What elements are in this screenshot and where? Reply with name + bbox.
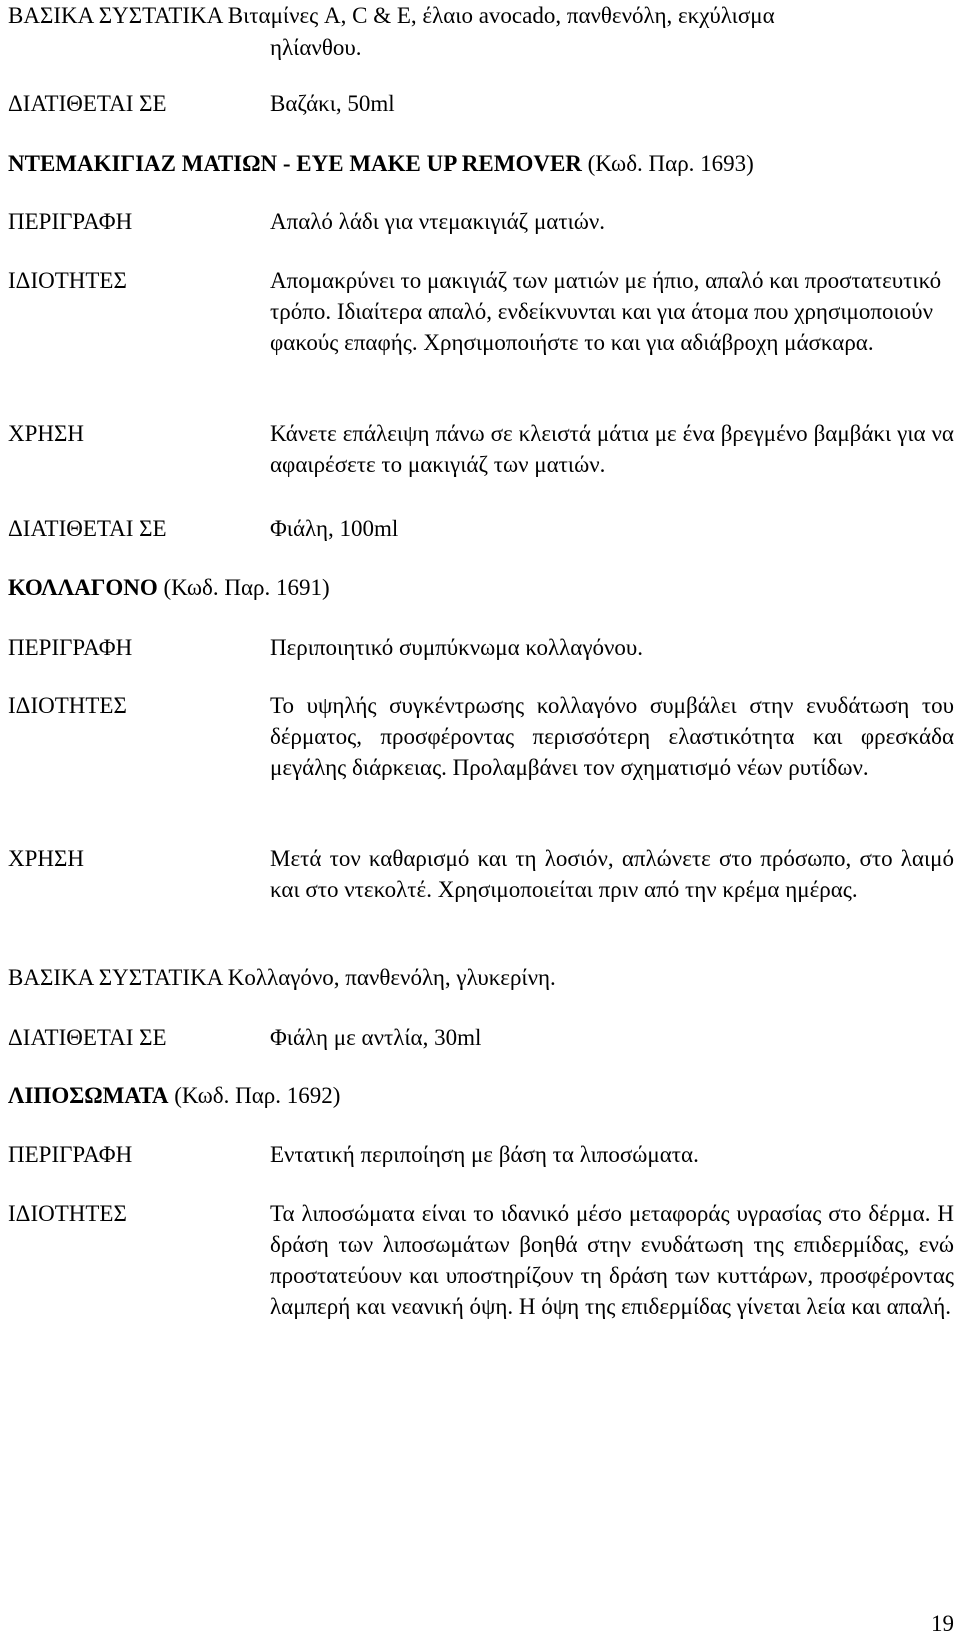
product-title: ΝΤΕΜΑΚΙΓΙΑΖ ΜΑΤΙΩΝ - EYE MAKE UP REMOVER: [8, 151, 582, 176]
usage-text: Μετά τον καθαρισμό και τη λοσιόν, απλώνετε στο πρόσωπο, στο λαιμό και στο ντεκολτέ. Χρησιμοποιείται πριν από την κρέμα ημέρας.: [270, 846, 954, 902]
product-code: (Κωδ. Παρ. 1692): [174, 1083, 341, 1108]
properties-label: ΙΔΙΟΤΗΤΕΣ: [8, 268, 127, 293]
properties-text: Το υψηλής συγκέντρωσης κολλαγόνο συμβάλει στην ενυδάτωση του δέρματος, προσφέροντας περισσότερη ελαστικότητα και φρεσκάδα μεγάλης διάρκειας. Προλαμβάνει τον σχηματισμό νέων ρυτίδων.: [270, 693, 954, 780]
usage-text: Κάνετε επάλειψη πάνω σε κλειστά μάτια με ένα βρεγμένο βαμβάκι για να αφαιρέσετε το μακιγιάζ των ματιών.: [270, 421, 954, 477]
properties-label: ΙΔΙΟΤΗΤΕΣ: [8, 693, 127, 718]
page-number: 19: [931, 1611, 954, 1636]
product2-ingredients-row: [8, 962, 556, 993]
properties-text: Απομακρύνει το μακιγιάζ των ματιών με ήπιο, απαλό και προστατευτικό τρόπο. Ιδιαίτερα απαλό, ενδείκνυνται και για άτομα που χρησιμοποιούν φακούς επαφής. Χρησιμοποιήστε το και για αδιάβροχη μάσκαρα.: [270, 268, 942, 355]
product-title-liposomes: [8, 1080, 340, 1111]
ingredients-text: Κολλαγόνο, πανθενόλη, γλυκερίνη.: [227, 965, 556, 990]
ingredients-label: ΒΑΣΙΚΑ ΣΥΣΤΑΤΙΚΑ: [8, 965, 223, 990]
top-available-row: [8, 88, 395, 119]
description-label: ΠΕΡΙΓΡΑΦΗ: [8, 635, 133, 660]
usage-label: ΧΡΗΣΗ: [8, 421, 85, 446]
product-code: (Κωδ. Παρ. 1691): [163, 575, 330, 600]
product-title-eye-makeup-remover: [8, 148, 754, 179]
top-ingredients-text-line2: ηλίανθου.: [270, 35, 362, 60]
top-ingredients-text-line1: Βιταμίνες A, C & E, έλαιο avocado, πανθενόλη, εκχύλισμα: [227, 3, 775, 28]
description-label: ΠΕΡΙΓΡΑΦΗ: [8, 209, 133, 234]
product2-available-row: [8, 1022, 481, 1053]
top-ingredients-line: [8, 0, 775, 31]
properties-text: Τα λιποσώματα είναι το ιδανικό μέσο μεταφοράς υγρασίας στο δέρμα. Η δράση των λιποσωμάτων βοηθά στην ενυδάτωση της επιδερμίδας, ενώ προστατεύουν και υποστηρίζουν τη δράση των κυττάρων, προσφέροντας λαμπερή και νεανική όψη. Η όψη της επιδερμίδας γίνεται λεία και απαλή.: [270, 1201, 954, 1319]
available-label: ΔΙΑΤΙΘΕΤΑΙ ΣΕ: [8, 1025, 167, 1050]
top-available-label: ΔΙΑΤΙΘΕΤΑΙ ΣΕ: [8, 91, 167, 116]
description-text: Απαλό λάδι για ντεμακιγιάζ ματιών.: [270, 209, 606, 234]
available-text: Φιάλη με αντλία, 30ml: [270, 1025, 482, 1050]
product-title: ΚΟΛΛΑΓΟΝΟ: [8, 575, 158, 600]
product-title: ΛΙΠΟΣΩΜΑΤΑ: [8, 1083, 169, 1108]
product-title-collagen: [8, 572, 330, 603]
product-code: (Κωδ. Παρ. 1693): [587, 151, 754, 176]
available-label: ΔΙΑΤΙΘΕΤΑΙ ΣΕ: [8, 516, 167, 541]
top-ingredients-label: ΒΑΣΙΚΑ ΣΥΣΤΑΤΙΚΑ: [8, 3, 223, 28]
top-available-value: Βαζάκι, 50ml: [270, 91, 395, 116]
usage-label: ΧΡΗΣΗ: [8, 846, 85, 871]
description-text: Περιποιητικό συμπύκνωμα κολλαγόνου.: [270, 635, 644, 660]
description-label: ΠΕΡΙΓΡΑΦΗ: [8, 1142, 133, 1167]
description-text: Εντατική περιποίηση με βάση τα λιποσώματα.: [270, 1142, 699, 1167]
properties-label: ΙΔΙΟΤΗΤΕΣ: [8, 1201, 127, 1226]
available-text: Φιάλη, 100ml: [270, 516, 399, 541]
